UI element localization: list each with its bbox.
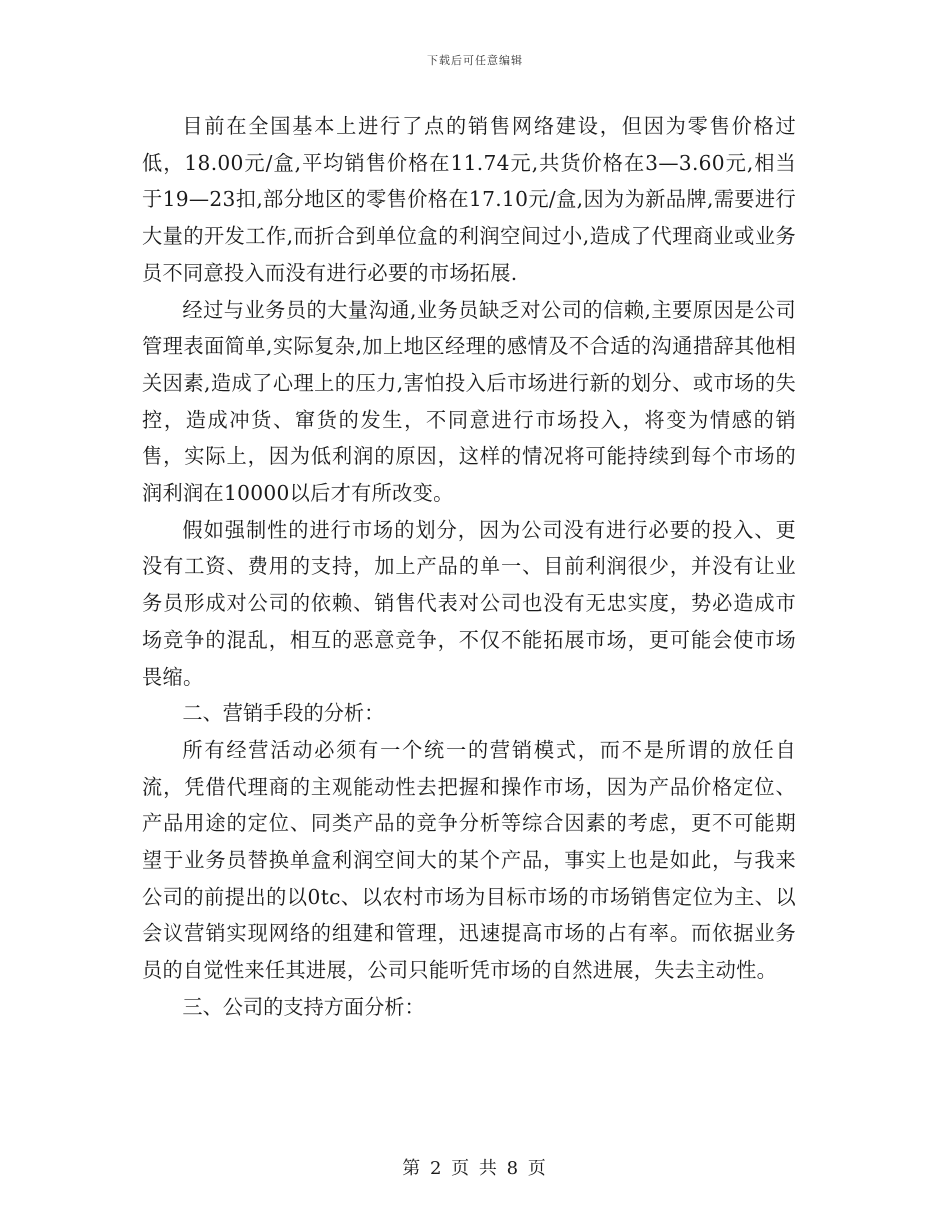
section-heading-marketing-means: 二、营销手段的分析： [182, 701, 385, 726]
page-header-note: 下载后可任意编辑 [427, 54, 523, 67]
paragraph-marketing-model: 所有经营活动必须有一个统一的营销模式，而不是所谓的放任自流，凭借代理商的主观能动性去把握和操作市场，因为产品价格定位、产品用途的定位、同类产品的竞争分析等综合因素的考虑，更不可能期望于业务员替换单盒利润空间大的某个产品，事实上也是如此，与我来公司的前提出的以0tc、以农村市场为目标市场的市场销售定位为主、以会议营销实现网络的组建和管理，迅速提高市场的占有率。而依据业务员的自觉性来任其进展，公司只能听凭市场的自然进展，失去主动性。 [142, 737, 796, 983]
paragraph-salesman-trust: 经过与业务员的大量沟通,业务员缺乏对公司的信赖,主要原因是公司管理表面简单,实际复杂,加上地区经理的感情及不合适的沟通措辞其他相关因素,造成了心理上的压力,害怕投入后市场进行新的划分、或市场的失控，造成冲货、窜货的发生，不同意进行市场投入，将变为情感的销售，实际上，因为低利润的原因，这样的情况将可能持续到每个市场的润利润在10000以后才有所改变。 [142, 297, 796, 506]
paragraph-sales-network: 目前在全国基本上进行了点的销售网络建设，但因为零售价格过低，18.00元/盒,平均销售价格在11.74元,共货价格在3—3.60元,相当于19—23扣,部分地区的零售价格在17.10元/盒,因为为新品牌,需要进行大量的开发工作,而折合到单位盒的利润空间过小,造成了代理商业或业务员不同意投入而没有进行必要的市场拓展. [142, 114, 796, 285]
paragraph-market-division: 假如强制性的进行市场的划分，因为公司没有进行必要的投入、更没有工资、费用的支持，加上产品的单一、目前利润很少，并没有让业务员形成对公司的依赖、销售代表对公司也没有无忠实度，势必造成市场竞争的混乱，相互的恶意竞争，不仅不能拓展市场，更可能会使市场畏缩。 [142, 517, 796, 689]
page-number-footer: 第 2 页 共 8 页 [402, 1158, 548, 1179]
document-body [142, 108, 796, 1026]
section-heading-company-support: 三、公司的支持方面分析： [182, 994, 425, 1019]
